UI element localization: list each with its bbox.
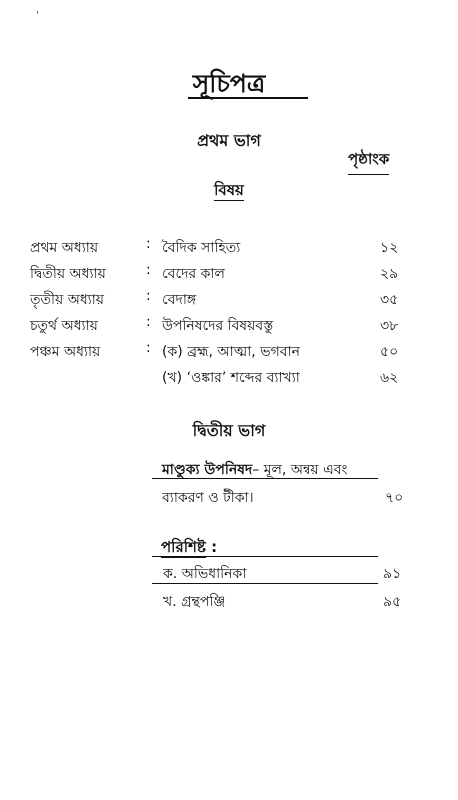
- corner-mark: ': [36, 10, 39, 21]
- toc-colon: :: [146, 340, 151, 356]
- toc-subject: (ক) ব্রহ্ম, আত্মা, ভগবান: [162, 344, 301, 360]
- toc-colon: :: [146, 262, 151, 278]
- toc-page-number: ১২: [380, 240, 399, 256]
- appendix-heading-text: পরিশিষ্ট: [161, 538, 206, 556]
- appendix-heading: [161, 536, 217, 561]
- toc-subject: বৈদিক সাহিত্য: [162, 240, 241, 256]
- toc-row: [0, 314, 458, 336]
- appendix-item-page: ৯৫: [383, 594, 402, 610]
- toc-subject: বেদের কাল: [162, 266, 225, 282]
- toc-subject: বেদাঙ্গ: [162, 292, 197, 308]
- page-title: সূচিপত্র: [192, 69, 266, 98]
- page-column-label: পৃষ্ঠাংক: [348, 148, 389, 175]
- appendix-item-label: ক. অভিধানিকা: [163, 566, 247, 582]
- toc-row: [0, 262, 458, 284]
- appendix-item-page: ৯১: [383, 566, 402, 582]
- toc-row: [0, 236, 458, 258]
- toc-row: [0, 288, 458, 310]
- mandukya-bold-title: মাণ্ডুক্য উপনিষদ: [162, 462, 253, 478]
- mandukya-subtitle: – মূল, অন্বয় এবং: [252, 462, 348, 478]
- toc-row: [0, 366, 458, 388]
- toc-colon: :: [146, 236, 151, 252]
- appendix-item-label: খ. গ্রন্থপঞ্জি: [163, 594, 226, 610]
- toc-chapter-label: পঞ্চম অধ্যায়: [30, 344, 101, 360]
- toc-subject: উপনিষদের বিষয়বস্তু: [162, 318, 274, 334]
- appendix-heading-colon: :: [205, 538, 218, 556]
- toc-chapter-label: প্রথম অধ্যায়: [30, 240, 99, 256]
- toc-chapter-label: চতুর্থ অধ্যায়: [30, 318, 98, 334]
- toc-colon: :: [146, 288, 151, 304]
- toc-chapter-label: দ্বিতীয় অধ্যায়: [30, 266, 106, 282]
- part-one-heading: প্রথম ভাগ: [197, 131, 261, 150]
- toc-subject: (খ) ‘ওঙ্কার’ শব্দের ব্যাখ্যা: [162, 370, 300, 386]
- toc-row: [0, 340, 458, 362]
- mandukya-page-number: ৭০: [385, 490, 404, 506]
- toc-page-number: ২৯: [380, 266, 399, 282]
- part-two-heading: দ্বিতীয় ভাগ: [192, 421, 266, 440]
- mandukya-divider: [152, 478, 378, 479]
- toc-chapter-label: তৃতীয় অধ্যায়: [30, 292, 105, 308]
- mandukya-entry-line2: ব্যাকরণ ও টীকা।: [162, 490, 254, 506]
- toc-page-number: ৩৮: [380, 318, 399, 334]
- title-underline: [188, 97, 308, 99]
- subject-column-label: [0, 179, 458, 204]
- toc-colon: :: [146, 314, 151, 330]
- toc-page-number: ৬২: [380, 370, 399, 386]
- appendix-divider-top: [152, 556, 378, 557]
- subject-label-text: বিষয়: [214, 181, 244, 199]
- toc-page-number: ৫০: [380, 344, 399, 360]
- toc-page-number: ৩৫: [380, 292, 399, 308]
